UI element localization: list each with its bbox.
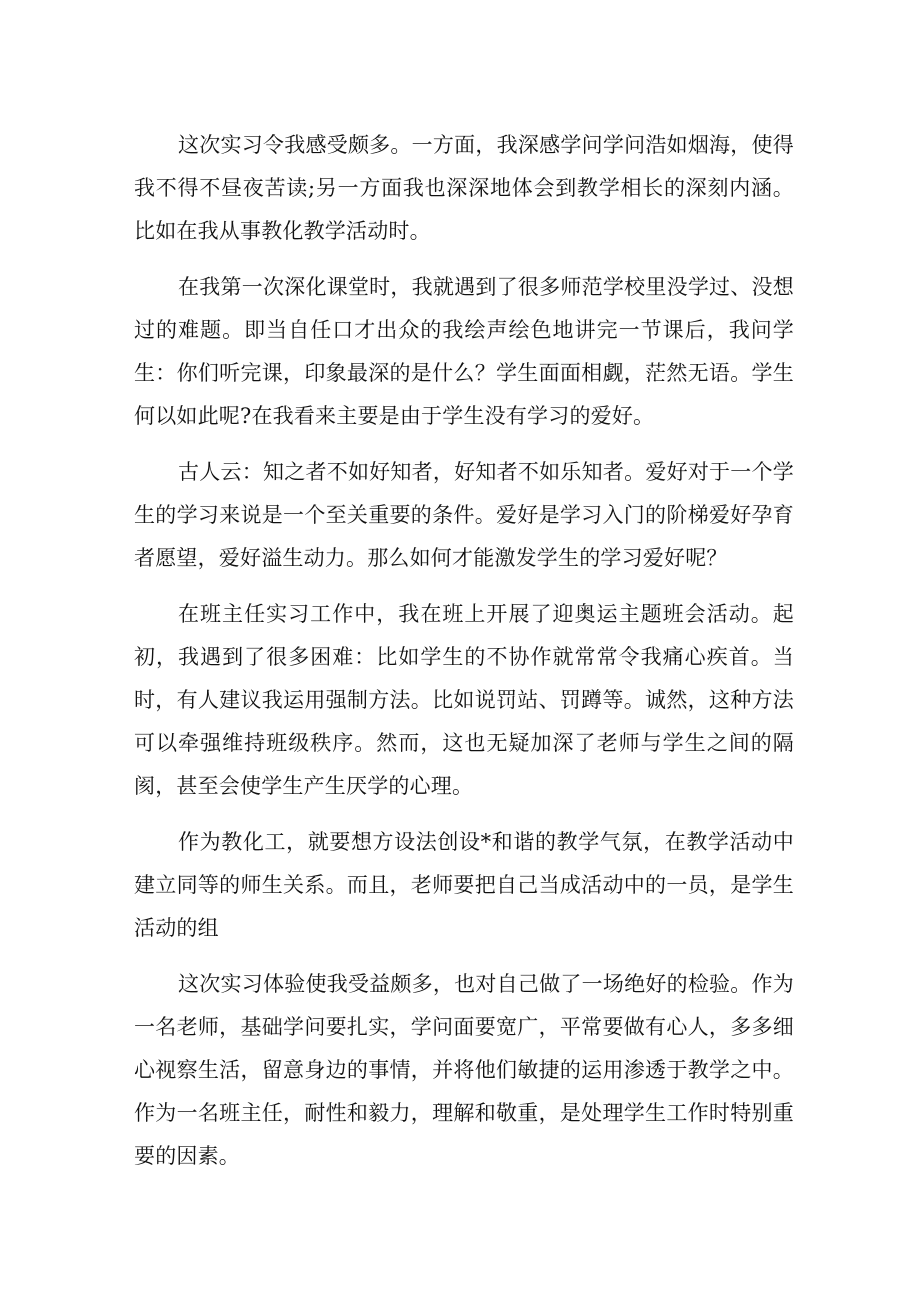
paragraph-6: 这次实习体验使我受益颇多，也对自己做了一场绝好的检验。作为一名老师，基础学问要扎实，学问面要宽广，平常要做有心人，多多细心视察生活，留意身边的事情，并将他们敏捷的运用渗透于教学之中。作为一名班主任，耐性和毅力，理解和敬重，是处理学生工作时特别重要的因素。 — [134, 972, 794, 1168]
document-body — [134, 124, 794, 1191]
paragraph-5: 作为教化工，就要想方设法创设*和谐的教学气氛，在教学活动中建立同等的师生关系。而且，老师要把自己当成活动中的一员，是学生活动的组 — [134, 830, 794, 940]
paragraph-4: 在班主任实习工作中，我在班上开展了迎奥运主题班会活动。起初，我遇到了很多困难：比如学生的不协作就常常令我痛心疾首。当时，有人建议我运用强制方法。比如说罚站、罚蹲等。诚然，这种方法可以牵强维持班级秩序。然而，这也无疑加深了老师与学生之间的隔阂，甚至会使学生产生厌学的心理。 — [134, 602, 794, 798]
paragraph-2: 在我第一次深化课堂时，我就遇到了很多师范学校里没学过、没想过的难题。即当自任口才出众的我绘声绘色地讲完一节课后，我问学生：你们听完课，印象最深的是什么？学生面面相觑，茫然无语。学生何以如此呢?在我看来主要是由于学生没有学习的爱好。 — [134, 275, 794, 428]
paragraph-1: 这次实习令我感受颇多。一方面，我深感学问学问浩如烟海，使得我不得不昼夜苦读;另一方面我也深深地体会到教学相长的深刻内涵。比如在我从事教化教学活动时。 — [134, 133, 794, 243]
paragraph-3: 古人云：知之者不如好知者，好知者不如乐知者。爱好对于一个学生的学习来说是一个至关重要的条件。爱好是学习入门的阶梯爱好孕育者愿望，爱好溢生动力。那么如何才能激发学生的学习爱好呢？ — [134, 460, 794, 570]
